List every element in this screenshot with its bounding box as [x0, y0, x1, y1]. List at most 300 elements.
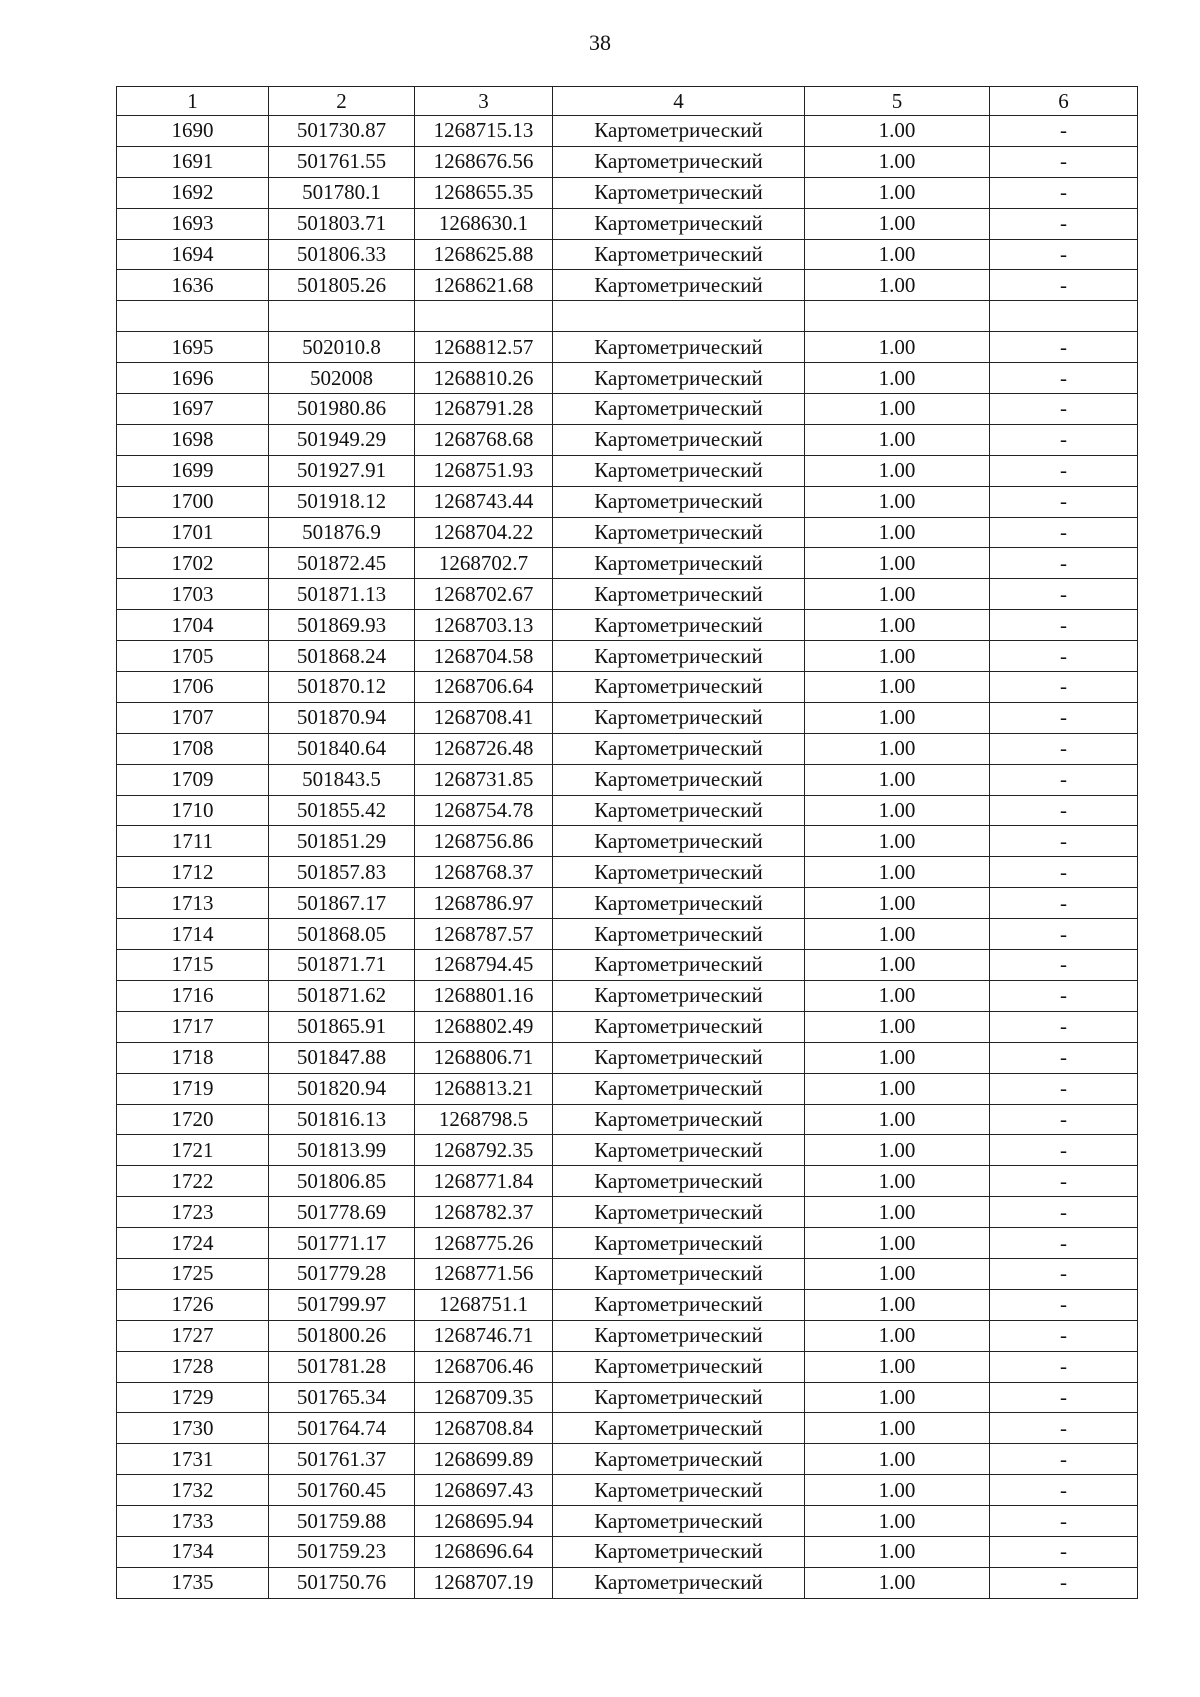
table-cell: - [990, 332, 1138, 363]
table-cell: 1.00 [805, 888, 990, 919]
table-cell: 1268702.7 [415, 548, 553, 579]
table-cell: 1268655.35 [415, 177, 553, 208]
table-cell: 1713 [117, 888, 269, 919]
table-cell: Картометрический [553, 455, 805, 486]
table-cell: - [990, 1011, 1138, 1042]
table-row [117, 672, 1138, 703]
table-row [117, 857, 1138, 888]
table-cell: Картометрический [553, 1258, 805, 1289]
table-cell: 1.00 [805, 857, 990, 888]
table-row [117, 208, 1138, 239]
table-cell: 1.00 [805, 1166, 990, 1197]
table-cell: - [990, 919, 1138, 950]
table-cell: 1268810.26 [415, 363, 553, 394]
table-cell: Картометрический [553, 764, 805, 795]
table-cell: 1268754.78 [415, 795, 553, 826]
table-cell: 1.00 [805, 270, 990, 301]
table-row [117, 888, 1138, 919]
table-cell: - [990, 177, 1138, 208]
column-header: 3 [415, 87, 553, 116]
table-cell: 1268708.41 [415, 702, 553, 733]
table-cell: 1701 [117, 517, 269, 548]
table-cell: 1731 [117, 1444, 269, 1475]
table-row [117, 486, 1138, 517]
table-cell: Картометрический [553, 1197, 805, 1228]
table-cell: Картометрический [553, 146, 805, 177]
column-header: 5 [805, 87, 990, 116]
table-cell: 1726 [117, 1289, 269, 1320]
table-cell: 1734 [117, 1536, 269, 1567]
table-row [117, 1536, 1138, 1567]
table-cell: - [990, 826, 1138, 857]
table-cell: 1690 [117, 116, 269, 147]
table-cell: - [990, 1567, 1138, 1598]
table-cell: 1268806.71 [415, 1042, 553, 1073]
table-cell: - [990, 208, 1138, 239]
table-cell: 501806.85 [269, 1166, 415, 1197]
table-cell: 1268625.88 [415, 239, 553, 270]
table-cell: - [990, 857, 1138, 888]
table-cell: Картометрический [553, 641, 805, 672]
table-cell: 1695 [117, 332, 269, 363]
table-cell: 1715 [117, 950, 269, 981]
table-cell: 1268771.56 [415, 1258, 553, 1289]
table-cell: Картометрический [553, 1289, 805, 1320]
table-cell: 501759.88 [269, 1506, 415, 1537]
table-cell: 1721 [117, 1135, 269, 1166]
table-cell: 501870.12 [269, 672, 415, 703]
table-cell: 1.00 [805, 177, 990, 208]
table-row [117, 764, 1138, 795]
column-header: 4 [553, 87, 805, 116]
table-cell: Картометрический [553, 1444, 805, 1475]
table-cell: 501778.69 [269, 1197, 415, 1228]
table-cell: 1268794.45 [415, 950, 553, 981]
table-cell: - [990, 888, 1138, 919]
table-cell: 1729 [117, 1382, 269, 1413]
table-cell: 501761.55 [269, 146, 415, 177]
table-cell: 1714 [117, 919, 269, 950]
table-header-row [117, 87, 1138, 116]
table-cell: 1709 [117, 764, 269, 795]
table-cell: 1268751.93 [415, 455, 553, 486]
table-cell: Картометрический [553, 950, 805, 981]
table-cell: 501870.94 [269, 702, 415, 733]
table-cell: - [990, 1166, 1138, 1197]
table-cell: Картометрический [553, 548, 805, 579]
table-cell: 1.00 [805, 672, 990, 703]
table-cell: 1268743.44 [415, 486, 553, 517]
table-cell: 1.00 [805, 424, 990, 455]
table-cell: 1.00 [805, 1042, 990, 1073]
table-cell: Картометрический [553, 1567, 805, 1598]
table-row [117, 1135, 1138, 1166]
table-cell: 502008 [269, 363, 415, 394]
table-cell: 1697 [117, 394, 269, 425]
table-cell: 1735 [117, 1567, 269, 1598]
table-cell: 501805.26 [269, 270, 415, 301]
table-cell: - [990, 1536, 1138, 1567]
table-cell: Картометрический [553, 1506, 805, 1537]
table-cell: 1.00 [805, 610, 990, 641]
table-cell [553, 301, 805, 332]
table-cell: - [990, 455, 1138, 486]
table-cell: 1.00 [805, 116, 990, 147]
table-cell: 1.00 [805, 1228, 990, 1259]
table-cell: 1.00 [805, 1073, 990, 1104]
table-cell: 1268791.28 [415, 394, 553, 425]
table-cell: 1268715.13 [415, 116, 553, 147]
table-cell: 1.00 [805, 146, 990, 177]
table-cell: - [990, 1228, 1138, 1259]
table-cell: 1268676.56 [415, 146, 553, 177]
table-cell: - [990, 795, 1138, 826]
table-cell: 1.00 [805, 1011, 990, 1042]
table-cell: 501869.93 [269, 610, 415, 641]
table-cell: Картометрический [553, 177, 805, 208]
table-cell: 1.00 [805, 1351, 990, 1382]
table-cell: 1.00 [805, 486, 990, 517]
table-cell: 501820.94 [269, 1073, 415, 1104]
table-cell: 1.00 [805, 1320, 990, 1351]
table-cell: - [990, 610, 1138, 641]
table-cell: - [990, 146, 1138, 177]
table-cell: 1268726.48 [415, 733, 553, 764]
table-cell [805, 301, 990, 332]
table-cell: 1268709.35 [415, 1382, 553, 1413]
table-row [117, 270, 1138, 301]
table-cell: 1720 [117, 1104, 269, 1135]
table-cell: 1268768.37 [415, 857, 553, 888]
table-cell: Картометрический [553, 1042, 805, 1073]
table-cell: - [990, 980, 1138, 1011]
table-cell: 1.00 [805, 1382, 990, 1413]
table-cell: 1707 [117, 702, 269, 733]
column-header: 1 [117, 87, 269, 116]
table-cell: 501800.26 [269, 1320, 415, 1351]
table-cell: 1268775.26 [415, 1228, 553, 1259]
table-cell: Картометрический [553, 1011, 805, 1042]
table-cell: 1725 [117, 1258, 269, 1289]
table-cell: 501816.13 [269, 1104, 415, 1135]
table-cell: 1268787.57 [415, 919, 553, 950]
table-cell: 1.00 [805, 1444, 990, 1475]
table-row [117, 1228, 1138, 1259]
table-cell: 1693 [117, 208, 269, 239]
table-cell: 1724 [117, 1228, 269, 1259]
table-row [117, 1042, 1138, 1073]
table-row [117, 146, 1138, 177]
table-cell: 1703 [117, 579, 269, 610]
table-cell: 1.00 [805, 517, 990, 548]
table-row [117, 950, 1138, 981]
table-cell: Картометрический [553, 579, 805, 610]
table-cell: Картометрический [553, 394, 805, 425]
table-row [117, 517, 1138, 548]
table-row [117, 702, 1138, 733]
table-cell [990, 301, 1138, 332]
table-body [117, 116, 1138, 1599]
table-row [117, 1197, 1138, 1228]
table-cell: 501855.42 [269, 795, 415, 826]
table-cell: - [990, 702, 1138, 733]
table-cell [117, 301, 269, 332]
table-cell: 1268696.64 [415, 1536, 553, 1567]
table-cell [269, 301, 415, 332]
table-cell: - [990, 363, 1138, 394]
table-cell: 501851.29 [269, 826, 415, 857]
table-cell: Картометрический [553, 332, 805, 363]
table-cell: 1719 [117, 1073, 269, 1104]
table-cell: 1708 [117, 733, 269, 764]
table-row [117, 424, 1138, 455]
table-cell: 1268706.46 [415, 1351, 553, 1382]
table-cell: 1699 [117, 455, 269, 486]
table-cell: 1268798.5 [415, 1104, 553, 1135]
table-cell: Картометрический [553, 795, 805, 826]
table-cell: 1732 [117, 1475, 269, 1506]
table-cell: 1730 [117, 1413, 269, 1444]
table-cell: 1268746.71 [415, 1320, 553, 1351]
table-cell: 1268802.49 [415, 1011, 553, 1042]
table-cell: - [990, 517, 1138, 548]
table-cell: Картометрический [553, 1104, 805, 1135]
column-header: 2 [269, 87, 415, 116]
table-row [117, 733, 1138, 764]
table-row [117, 1506, 1138, 1537]
table-row [117, 1475, 1138, 1506]
table-cell: 1268786.97 [415, 888, 553, 919]
table-cell: 501918.12 [269, 486, 415, 517]
table-cell: 501867.17 [269, 888, 415, 919]
table-row [117, 919, 1138, 950]
table-cell: - [990, 579, 1138, 610]
table-cell: - [990, 1506, 1138, 1537]
table-cell: - [990, 424, 1138, 455]
table-cell: - [990, 764, 1138, 795]
table-cell: 1702 [117, 548, 269, 579]
table-cell: 1706 [117, 672, 269, 703]
table-cell: - [990, 672, 1138, 703]
table-cell: 1.00 [805, 1258, 990, 1289]
table-cell: 1.00 [805, 641, 990, 672]
table-cell: 1.00 [805, 980, 990, 1011]
table-cell: 501799.97 [269, 1289, 415, 1320]
table-cell: 1.00 [805, 702, 990, 733]
table-cell: 501761.37 [269, 1444, 415, 1475]
table-cell: 1.00 [805, 1197, 990, 1228]
table-row [117, 455, 1138, 486]
table-cell: 1733 [117, 1506, 269, 1537]
table-cell: Картометрический [553, 1475, 805, 1506]
table-cell: 501872.45 [269, 548, 415, 579]
table-cell: 501871.62 [269, 980, 415, 1011]
table-cell: 1268792.35 [415, 1135, 553, 1166]
table-cell: Картометрический [553, 919, 805, 950]
table-cell: Картометрический [553, 826, 805, 857]
table-row [117, 177, 1138, 208]
table-cell: - [990, 239, 1138, 270]
table-cell: Картометрический [553, 1073, 805, 1104]
table-cell: - [990, 1413, 1138, 1444]
table-cell: 1268706.64 [415, 672, 553, 703]
table-cell: 1268704.22 [415, 517, 553, 548]
table-cell: 1704 [117, 610, 269, 641]
table-cell: 501806.33 [269, 239, 415, 270]
table-cell: Картометрический [553, 672, 805, 703]
table-cell: - [990, 1258, 1138, 1289]
table-cell: - [990, 270, 1138, 301]
table-cell: Картометрический [553, 1413, 805, 1444]
table-row [117, 1567, 1138, 1598]
table-row [117, 1320, 1138, 1351]
table-cell: 1692 [117, 177, 269, 208]
table-cell: Картометрический [553, 1228, 805, 1259]
table-cell: Картометрический [553, 702, 805, 733]
table-cell: - [990, 1382, 1138, 1413]
table-cell: Картометрический [553, 888, 805, 919]
table-cell: - [990, 1444, 1138, 1475]
table-row [117, 332, 1138, 363]
table-cell: 501764.74 [269, 1413, 415, 1444]
table-cell: 501868.05 [269, 919, 415, 950]
table-cell: 1.00 [805, 919, 990, 950]
table-row [117, 116, 1138, 147]
table-cell: 1.00 [805, 1536, 990, 1567]
table-cell: 501868.24 [269, 641, 415, 672]
table-cell: 1268756.86 [415, 826, 553, 857]
table-cell: 1.00 [805, 1413, 990, 1444]
column-header: 6 [990, 87, 1138, 116]
table-cell: 1268707.19 [415, 1567, 553, 1598]
table-cell: 501781.28 [269, 1351, 415, 1382]
table-cell: Картометрический [553, 1351, 805, 1382]
table-row [117, 1166, 1138, 1197]
table-cell: 1.00 [805, 950, 990, 981]
table-cell: Картометрический [553, 1536, 805, 1567]
table-row [117, 980, 1138, 1011]
table-cell: Картометрический [553, 1382, 805, 1413]
table-cell: 1268621.68 [415, 270, 553, 301]
table-cell: 1696 [117, 363, 269, 394]
table-row [117, 610, 1138, 641]
table-cell: 1.00 [805, 579, 990, 610]
table-cell: 1717 [117, 1011, 269, 1042]
table-cell: 501865.91 [269, 1011, 415, 1042]
table-cell: 501759.23 [269, 1536, 415, 1567]
table-cell: 1.00 [805, 394, 990, 425]
table-row [117, 1413, 1138, 1444]
table-cell: 502010.8 [269, 332, 415, 363]
table-cell: Картометрический [553, 239, 805, 270]
table-cell: - [990, 733, 1138, 764]
table-cell: 1711 [117, 826, 269, 857]
table-cell: 1694 [117, 239, 269, 270]
table-cell: - [990, 486, 1138, 517]
table-cell: 501871.13 [269, 579, 415, 610]
table-cell: 501949.29 [269, 424, 415, 455]
table-cell: - [990, 641, 1138, 672]
table-cell: 1268702.67 [415, 579, 553, 610]
table-cell: Картометрический [553, 517, 805, 548]
table-cell: 1716 [117, 980, 269, 1011]
table-cell: 1268630.1 [415, 208, 553, 239]
table-cell: - [990, 950, 1138, 981]
table-cell: 1.00 [805, 733, 990, 764]
table-row [117, 641, 1138, 672]
table-row [117, 239, 1138, 270]
table-cell: Картометрический [553, 270, 805, 301]
table-cell: 1.00 [805, 1289, 990, 1320]
table-cell: 1268771.84 [415, 1166, 553, 1197]
table-row [117, 1073, 1138, 1104]
table-cell: - [990, 394, 1138, 425]
table-cell: 501813.99 [269, 1135, 415, 1166]
table-row [117, 826, 1138, 857]
table-cell: Картометрический [553, 1166, 805, 1197]
table-cell: 1.00 [805, 455, 990, 486]
table-cell: 1268708.84 [415, 1413, 553, 1444]
table-row [117, 301, 1138, 332]
table-cell: 1712 [117, 857, 269, 888]
table-cell: Картометрический [553, 857, 805, 888]
table-cell: 1268768.68 [415, 424, 553, 455]
table-cell: 501843.5 [269, 764, 415, 795]
table-cell: 1.00 [805, 208, 990, 239]
table-cell: 1268697.43 [415, 1475, 553, 1506]
table-cell: Картометрический [553, 1320, 805, 1351]
coordinates-table [116, 86, 1138, 1599]
table-row [117, 363, 1138, 394]
page-number: 38 [589, 30, 611, 55]
table-cell: 1.00 [805, 795, 990, 826]
table-cell: 1727 [117, 1320, 269, 1351]
table-cell: 501771.17 [269, 1228, 415, 1259]
table-row [117, 1351, 1138, 1382]
table-cell: Картометрический [553, 208, 805, 239]
table-cell: 501980.86 [269, 394, 415, 425]
table-row [117, 1011, 1138, 1042]
table-cell: 1698 [117, 424, 269, 455]
table-row [117, 795, 1138, 826]
table-row [117, 548, 1138, 579]
table-cell: 1268699.89 [415, 1444, 553, 1475]
table-cell: 1710 [117, 795, 269, 826]
table-cell: 1.00 [805, 363, 990, 394]
table-cell: 1718 [117, 1042, 269, 1073]
table-cell: 1.00 [805, 332, 990, 363]
table-cell: 1268812.57 [415, 332, 553, 363]
table-cell: - [990, 1475, 1138, 1506]
table-cell: 501765.34 [269, 1382, 415, 1413]
table-cell: Картометрический [553, 424, 805, 455]
table-cell: 1722 [117, 1166, 269, 1197]
table-cell: 501760.45 [269, 1475, 415, 1506]
table-cell: 1723 [117, 1197, 269, 1228]
table-cell: Картометрический [553, 610, 805, 641]
table-cell: - [990, 116, 1138, 147]
table-cell: 501779.28 [269, 1258, 415, 1289]
table-cell: 501857.83 [269, 857, 415, 888]
table-cell: Картометрический [553, 486, 805, 517]
table-cell: 501927.91 [269, 455, 415, 486]
table-cell: 1691 [117, 146, 269, 177]
table-cell: 1268703.13 [415, 610, 553, 641]
table-cell: Картометрический [553, 1135, 805, 1166]
table-cell: 501730.87 [269, 116, 415, 147]
table-cell: 501876.9 [269, 517, 415, 548]
table-cell: 501871.71 [269, 950, 415, 981]
